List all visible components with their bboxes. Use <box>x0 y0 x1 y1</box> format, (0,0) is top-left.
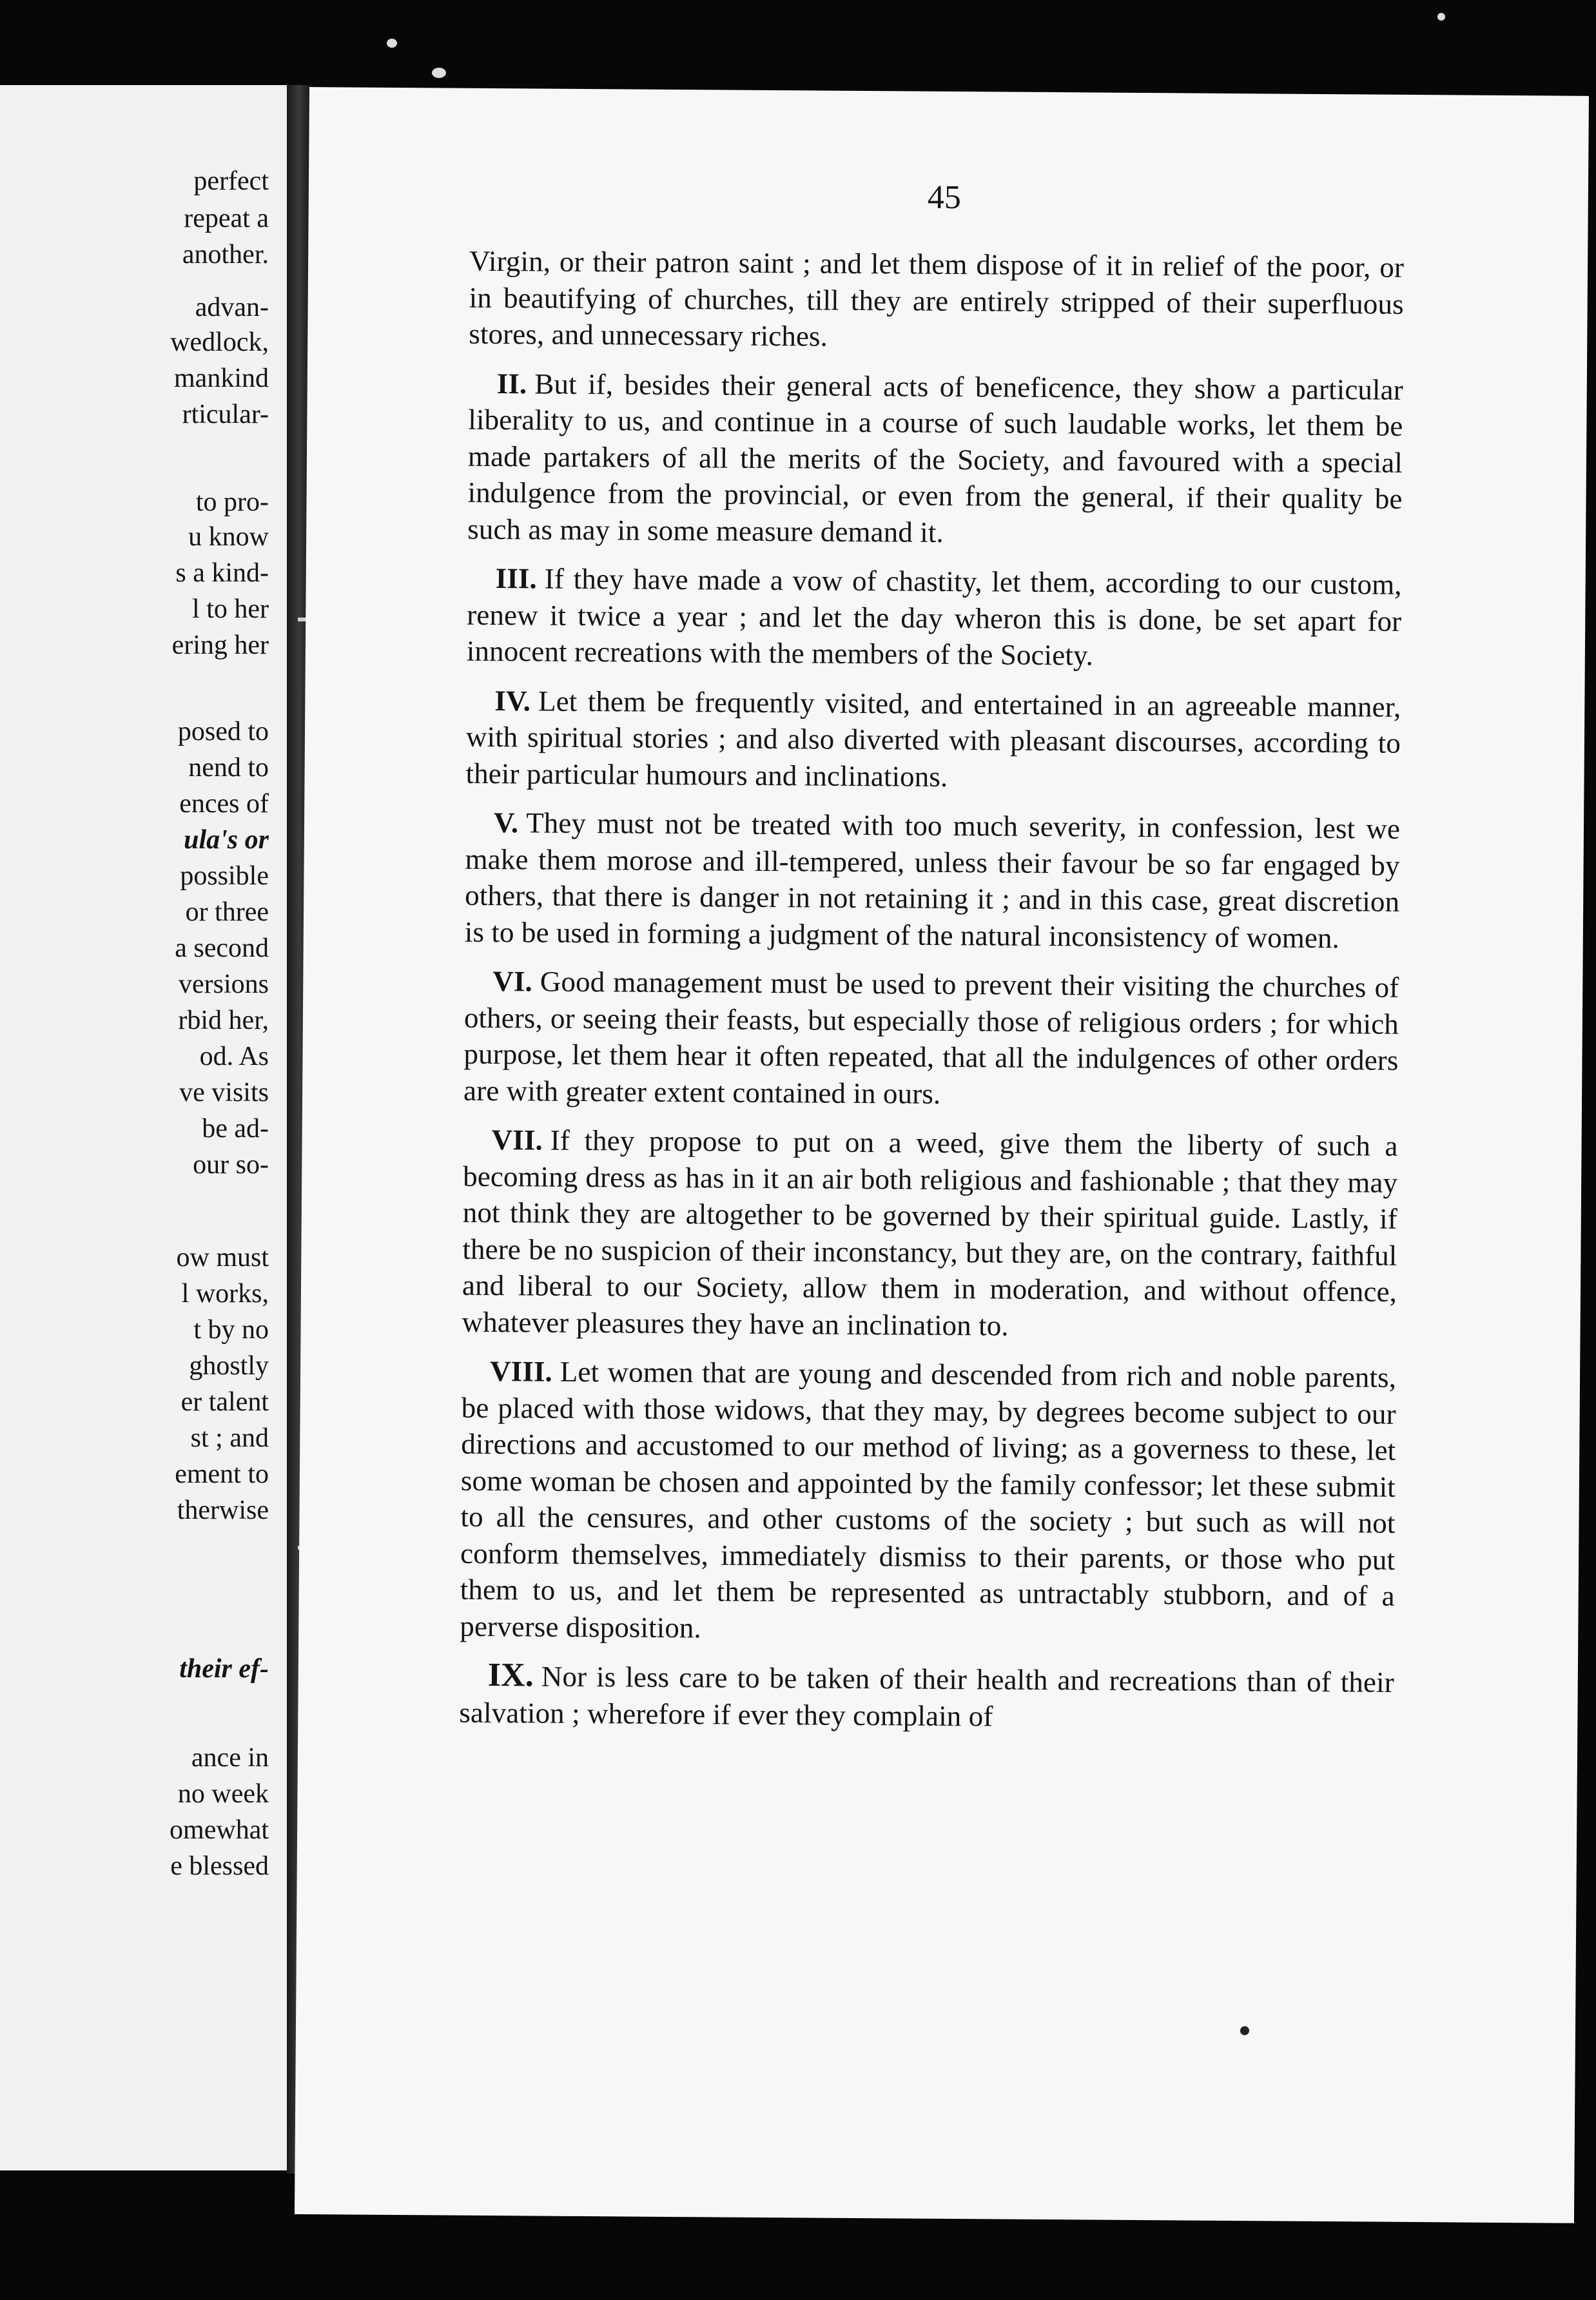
printer-mark-dot <box>1240 2026 1249 2035</box>
left-page-line: versions <box>179 970 269 999</box>
left-page-line: a second <box>175 933 269 963</box>
left-page-line: no week <box>177 1779 269 1809</box>
left-page-line: be ad- <box>202 1114 269 1144</box>
paragraph <box>462 1122 1397 1347</box>
left-page-line: ering her <box>171 630 269 660</box>
paragraph-text: Let women that are young and descended from rich and noble parents, be placed with those widows, that they may, by degrees become subject to our directions and accustomed to our method of living; as a governess to these, let some woman be chosen and appointed by the family confessor; let these submit to all the censures, and other customs of the society ; but such as will not conform themselves, immediately dismiss to their parents, or those who put them to us, and let them be represented as untractably stubborn, and of a perverse disposition. <box>460 1355 1397 1644</box>
left-page-line: er talent <box>180 1387 269 1417</box>
left-page-line: st ; and <box>190 1423 269 1453</box>
paragraph-text: Good management must be used to prevent their visiting the churches of others, or seeing their feasts, but especially those of religious orders ; for which purpose, let them hear it often repeated, that all the indulgences of other orders are with greater extent contained in ours. <box>463 965 1399 1110</box>
paragraph <box>465 682 1401 798</box>
left-page-line: mankind <box>174 364 269 393</box>
left-page-line: wedlock, <box>170 327 269 357</box>
left-page <box>0 85 287 2170</box>
left-page-line: rbid her, <box>178 1006 269 1035</box>
page-number: 45 <box>927 179 962 217</box>
left-page-line: therwise <box>177 1496 269 1525</box>
left-page-line: ve visits <box>179 1078 269 1107</box>
left-page-line: t by no <box>193 1315 269 1345</box>
left-page-line: to pro- <box>195 487 269 517</box>
left-page-line: repeat a <box>184 204 269 233</box>
left-page-line: l to her <box>192 594 269 624</box>
left-page-line: perfect <box>193 166 269 196</box>
left-page-line: posed to <box>177 717 269 746</box>
left-page-line: ghostly <box>189 1351 269 1381</box>
paragraph <box>459 1657 1394 1737</box>
left-page-line: another. <box>182 240 269 269</box>
paragraph <box>469 243 1404 359</box>
paragraph-number: VI. <box>492 965 533 998</box>
left-page-line: omewhat <box>170 1815 269 1845</box>
paragraph-text: If they propose to put on a weed, give them the liberty of such a becoming dress as has in it an air both religious and fashionable ; that they may not think they are altogether to be governed by their spiritual guide. Lastly, if there be no suspicion of their inconstancy, but they are, on the contrary, faithful and liberal to our Society, allow them in moderation, and without offence, whatever pleasures they have an inclination to. <box>462 1124 1398 1342</box>
paragraph <box>463 963 1399 1115</box>
paragraph-number: V. <box>493 806 519 839</box>
paragraph-number: IV. <box>494 684 531 717</box>
left-page-line: ance in <box>191 1743 269 1773</box>
left-page-line: possible <box>180 861 269 891</box>
scan-speck <box>1437 13 1445 21</box>
paragraph <box>467 560 1402 676</box>
left-page-line: s a kind- <box>175 558 269 588</box>
left-page-line: e blessed <box>170 1851 269 1881</box>
paragraph-number: II. <box>496 367 527 400</box>
main-text-block <box>459 243 1404 1750</box>
paragraph-text: If they have made a vow of chastity, let them, according to our custom, renew it twice a year ; and let the day wheron this is done, be set apart for innocent recreations with the members of the Society. <box>466 562 1402 672</box>
paragraph-text: But if, besides their general acts of beneficence, they show a particular liberality to us, and continue in a course of such laudable works, let them be made partakers of all the merits of the Society, and favoured with a special indulgence from the provincial, or even from the general, if their quality be such as may in some measure demand it. <box>467 367 1403 549</box>
paragraph-number: VII. <box>491 1124 543 1156</box>
left-page-line: rticular- <box>182 400 269 429</box>
paragraph <box>460 1353 1396 1651</box>
left-page-line: od. As <box>199 1042 269 1071</box>
paragraph-text: Virgin, or their patron saint ; and let them dispose of it in relief of the poor, or in beautifying of churches, till they are entirely stripped of their superfluous stores, and unnecessary riches. <box>469 244 1405 353</box>
left-page-line: ement to <box>175 1459 269 1489</box>
right-page <box>295 87 1589 2223</box>
left-page-line: or three <box>185 897 269 927</box>
paragraph-text: Let them be frequently visited, and entertained in an agreeable manner, with spiritual stories ; and also diverted with pleasant discourses, according to their particular humours and inclinations. <box>465 685 1401 793</box>
paragraph-number: III. <box>495 562 538 595</box>
left-page-line: l works, <box>181 1279 269 1309</box>
left-page-line: nend to <box>188 753 269 783</box>
paragraph <box>465 804 1401 957</box>
paragraph <box>467 365 1403 554</box>
left-page-line: our so- <box>193 1150 269 1180</box>
paragraph-number: VIII. <box>489 1355 553 1388</box>
left-page-line: their ef- <box>179 1654 269 1684</box>
left-page-line: ula's or <box>184 825 269 855</box>
left-page-line: ences of <box>179 789 269 819</box>
left-page-line: ow must <box>176 1243 269 1272</box>
paragraph-number: IX. <box>487 1656 534 1694</box>
left-page-line: u know <box>188 522 269 552</box>
left-page-line: advan- <box>195 293 269 322</box>
scan-speck <box>432 68 446 78</box>
paragraph-text: Nor is less care to be taken of their health and recreations than of their salvation ; wherefore if ever they complain of <box>459 1660 1394 1732</box>
scan-speck <box>387 39 397 48</box>
paragraph-text: They must not be treated with too much severity, in confession, lest we make them morose and ill-tempered, unless their favour be so far engaged by others, that there is danger in not retaining it ; and in this case, great discretion is to be used in forming a judgment of the natural inconsistency of women. <box>464 806 1401 954</box>
